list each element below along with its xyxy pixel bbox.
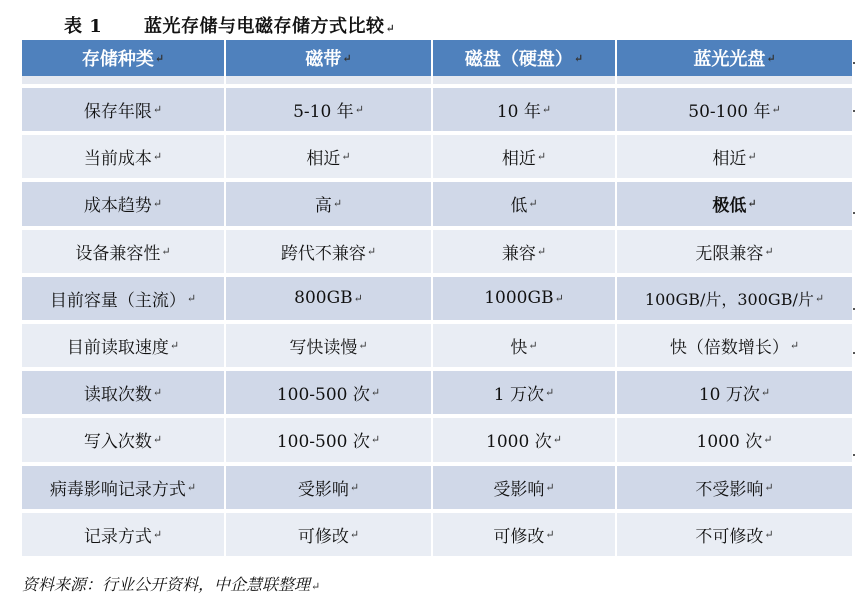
edge-artifact bbox=[853, 212, 855, 214]
paragraph-mark-icon: ↵ bbox=[385, 22, 396, 35]
paragraph-mark-icon: ↵ bbox=[358, 339, 368, 353]
paragraph-mark-icon: ↵ bbox=[349, 480, 360, 494]
table-cell-label: 读取次数 ↵ bbox=[22, 367, 224, 414]
paragraph-mark-icon: ↵ bbox=[536, 150, 547, 164]
paragraph-mark-icon: ↵ bbox=[536, 244, 547, 258]
paragraph-mark-icon: ↵ bbox=[789, 339, 800, 353]
paragraph-mark-icon: ↵ bbox=[771, 103, 781, 117]
table-cell: 1000 次 ↵ bbox=[433, 414, 615, 461]
paragraph-mark-icon: ↵ bbox=[541, 103, 552, 117]
table-cell: 受影响 ↵ bbox=[433, 462, 615, 509]
table-cell-label: 病毒影响记录方式 ↵ bbox=[22, 462, 224, 509]
paragraph-mark-icon: ↵ bbox=[366, 244, 377, 258]
table-cell: 不受影响 ↵ bbox=[617, 462, 852, 509]
paragraph-mark-icon: ↵ bbox=[528, 197, 538, 211]
paragraph-mark-icon: ↵ bbox=[552, 433, 562, 447]
comparison-table bbox=[22, 40, 852, 568]
table-cell-label: 目前读取速度 ↵ bbox=[22, 320, 224, 367]
table-cell: 快（倍数增长） ↵ bbox=[617, 320, 852, 367]
paragraph-mark-icon: ↵ bbox=[186, 480, 197, 494]
table-cell: 相近 ↵ bbox=[617, 131, 852, 178]
paragraph-mark-icon: ↵ bbox=[528, 339, 538, 353]
table-cell: 无限兼容 ↵ bbox=[617, 226, 852, 273]
paragraph-mark-icon: ↵ bbox=[152, 527, 163, 541]
table-number: 表 1 bbox=[64, 16, 103, 37]
paragraph-mark-icon: ↵ bbox=[764, 244, 774, 258]
table-cell: 相近 ↵ bbox=[433, 131, 615, 178]
paragraph-mark-icon: ↵ bbox=[766, 51, 776, 65]
table-caption bbox=[64, 12, 395, 38]
table-cell: 不可修改 ↵ bbox=[617, 509, 852, 556]
paragraph-mark-icon: ↵ bbox=[152, 433, 163, 447]
table-cell-label: 保存年限 ↵ bbox=[22, 84, 224, 131]
paragraph-mark-icon: ↵ bbox=[152, 386, 163, 400]
table-cell-emphasis: 极低 ↵ bbox=[617, 178, 852, 225]
paragraph-mark-icon: ↵ bbox=[186, 291, 197, 305]
paragraph-mark-icon: ↵ bbox=[311, 580, 321, 593]
paragraph-mark-icon: ↵ bbox=[370, 433, 381, 447]
table-cell: 低 ↵ bbox=[433, 178, 615, 225]
table-cell: 跨代不兼容 ↵ bbox=[226, 226, 431, 273]
table-cell: 高 ↵ bbox=[226, 178, 431, 225]
paragraph-mark-icon: ↵ bbox=[747, 150, 757, 164]
table-cell: 相近 ↵ bbox=[226, 131, 431, 178]
paragraph-mark-icon: ↵ bbox=[152, 150, 163, 164]
source-text: 资料来源：行业公开资料，中企慧联整理 bbox=[22, 575, 311, 594]
table-cell: 800GB ↵ bbox=[226, 273, 431, 320]
edge-artifact bbox=[853, 110, 855, 112]
paragraph-mark-icon: ↵ bbox=[342, 51, 352, 65]
paragraph-mark-icon: ↵ bbox=[545, 386, 555, 400]
table-cell: 可修改 ↵ bbox=[226, 509, 431, 556]
paragraph-mark-icon: ↵ bbox=[573, 51, 584, 65]
table-cell: 100-500 次 ↵ bbox=[226, 367, 431, 414]
paragraph-mark-icon: ↵ bbox=[341, 150, 351, 164]
edge-artifact bbox=[853, 454, 855, 456]
table-cell: 1 万次 ↵ bbox=[433, 367, 615, 414]
paragraph-mark-icon: ↵ bbox=[370, 386, 381, 400]
table-cell-label: 写入次数 ↵ bbox=[22, 414, 224, 461]
paragraph-mark-icon: ↵ bbox=[154, 51, 165, 65]
table-cell: 受影响 ↵ bbox=[226, 462, 431, 509]
header-cell-category: 存储种类 ↵ bbox=[22, 40, 224, 84]
table-cell: 写快读慢 ↵ bbox=[226, 320, 431, 367]
table-cell: 1000 次 ↵ bbox=[617, 414, 852, 461]
paragraph-mark-icon: ↵ bbox=[760, 386, 771, 400]
table-cell-label: 当前成本 ↵ bbox=[22, 131, 224, 178]
table-cell: 兼容 ↵ bbox=[433, 226, 615, 273]
paragraph-mark-icon: ↵ bbox=[349, 527, 360, 541]
table-cell-label: 目前容量（主流） ↵ bbox=[22, 273, 224, 320]
table-cell: 快 ↵ bbox=[433, 320, 615, 367]
table-cell: 5-10 年 ↵ bbox=[226, 84, 431, 131]
paragraph-mark-icon: ↵ bbox=[554, 291, 564, 305]
table-cell-label: 设备兼容性 ↵ bbox=[22, 226, 224, 273]
table-cell: 可修改 ↵ bbox=[433, 509, 615, 556]
header-cell-tape: 磁带 ↵ bbox=[226, 40, 431, 84]
paragraph-mark-icon: ↵ bbox=[161, 244, 171, 258]
paragraph-mark-icon: ↵ bbox=[332, 197, 343, 211]
paragraph-mark-icon: ↵ bbox=[169, 339, 180, 353]
paragraph-mark-icon: ↵ bbox=[353, 291, 363, 305]
paragraph-mark-icon: ↵ bbox=[152, 103, 163, 117]
table-cell: 1000GB ↵ bbox=[433, 273, 615, 320]
paragraph-mark-icon: ↵ bbox=[764, 480, 774, 494]
table-cell: 10 年 ↵ bbox=[433, 84, 615, 131]
edge-artifact bbox=[853, 62, 855, 64]
table-title: 蓝光存储与电磁存储方式比较 bbox=[144, 16, 385, 37]
paragraph-mark-icon: ↵ bbox=[545, 527, 555, 541]
table-cell-label: 成本趋势 ↵ bbox=[22, 178, 224, 225]
header-cell-disk: 磁盘（硬盘） ↵ bbox=[433, 40, 615, 84]
paragraph-mark-icon: ↵ bbox=[814, 291, 825, 305]
paragraph-mark-icon: ↵ bbox=[545, 480, 555, 494]
paragraph-mark-icon: ↵ bbox=[152, 197, 163, 211]
edge-artifact bbox=[853, 308, 855, 310]
table-cell: 100-500 次 ↵ bbox=[226, 414, 431, 461]
edge-artifact bbox=[853, 352, 855, 354]
table-cell: 10 万次 ↵ bbox=[617, 367, 852, 414]
table-cell-label: 记录方式 ↵ bbox=[22, 509, 224, 556]
table-cell: 100GB/片，300GB/片 ↵ bbox=[617, 273, 852, 320]
table-cell: 50-100 年 ↵ bbox=[617, 84, 852, 131]
paragraph-mark-icon: ↵ bbox=[354, 103, 364, 117]
paragraph-mark-icon: ↵ bbox=[747, 197, 757, 211]
source-note bbox=[22, 572, 320, 595]
paragraph-mark-icon: ↵ bbox=[763, 433, 773, 447]
paragraph-mark-icon: ↵ bbox=[764, 527, 774, 541]
header-cell-bluray: 蓝光光盘 ↵ bbox=[617, 40, 852, 84]
